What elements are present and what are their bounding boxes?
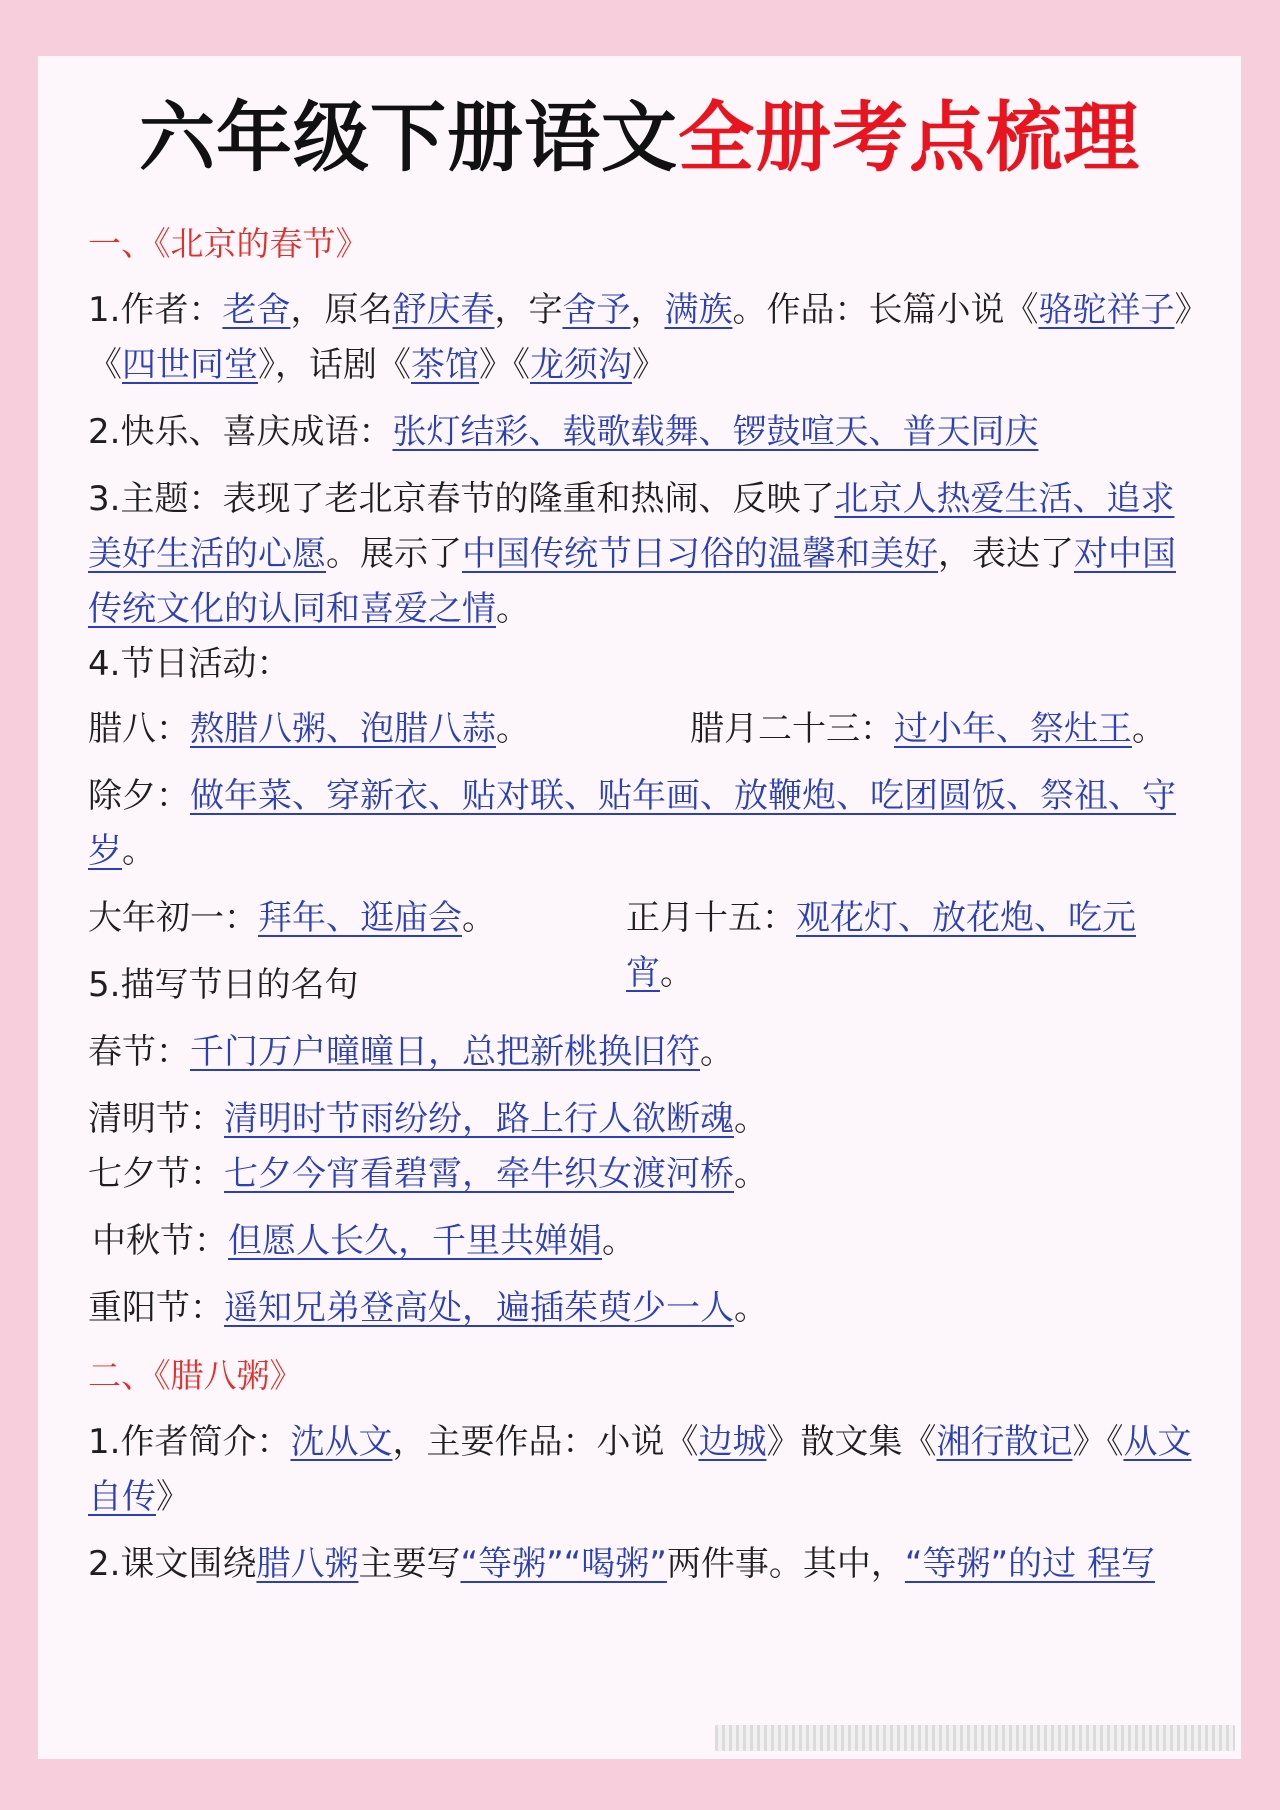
text: 3.主题：表现了老北京春节的隆重和热闹、反映了	[88, 479, 835, 519]
text: 。	[734, 1288, 768, 1328]
page-title	[38, 93, 1241, 182]
answer: “等粥”“喝粥”	[460, 1544, 667, 1584]
answer: 从文自传	[88, 1422, 1192, 1517]
text: 七夕节：	[88, 1154, 224, 1194]
text: ，原名	[290, 290, 393, 330]
answer: 七夕今宵看碧霄，牵牛织女渡河桥	[224, 1154, 734, 1194]
text: 腊八：	[88, 709, 190, 749]
answer: 对中国传统文化的认同和喜爱之情	[88, 534, 1176, 629]
answer: 四世同堂	[122, 345, 258, 385]
paragraph-author	[88, 283, 1201, 393]
paragraph-quotes-heading: 5.描写节日的名句	[88, 965, 359, 1005]
answer: 但愿人长久，千里共婵娟	[228, 1221, 602, 1261]
text: ，字	[494, 290, 563, 330]
answer: 北京人热爱生活、追求美好生活的心愿	[88, 479, 1175, 574]
text: 。	[602, 1221, 636, 1261]
text: 。	[660, 953, 694, 993]
text: 》，话剧《	[258, 345, 411, 385]
text: 。作品：长篇小说《	[732, 290, 1039, 330]
quote-qingming	[88, 1092, 1201, 1147]
text: 》散文集《	[766, 1422, 937, 1462]
answer: 湘行散记	[936, 1422, 1073, 1462]
answer: 边城	[698, 1422, 767, 1462]
text: ，表达了	[938, 534, 1074, 574]
answer: 茶馆	[411, 345, 479, 385]
text: 。	[734, 1154, 768, 1194]
text: 。	[496, 589, 530, 629]
text: 。展示了	[326, 534, 462, 574]
answer: 熬腊八粥、泡腊八蒜	[190, 709, 496, 749]
paragraph-structure	[88, 1537, 1201, 1592]
section-heading-2: 二、《腊八粥》	[88, 1356, 303, 1395]
title-red: 全册考点梳理	[678, 93, 1140, 182]
answer: “等粥”的过 程写	[904, 1544, 1155, 1584]
document-page	[38, 56, 1241, 1759]
answer: 沈从文	[290, 1422, 393, 1462]
text: ，	[630, 290, 665, 330]
text: 两件事。其中，	[666, 1544, 905, 1584]
text: 中秋节：	[92, 1221, 228, 1261]
answer: 满族	[664, 290, 733, 330]
answer: 中国传统节日习俗的温馨和美好	[462, 534, 938, 574]
text: 大年初一：	[88, 898, 258, 938]
row-laba	[88, 702, 1201, 757]
paragraph-author-2	[88, 1415, 1201, 1525]
quote-chongyang	[88, 1281, 1201, 1336]
text: 重阳节：	[88, 1288, 224, 1328]
paragraph-idioms	[88, 405, 1201, 460]
text: 。	[1132, 709, 1166, 749]
text: 1.作者简介：	[88, 1422, 291, 1462]
quote-qixi	[88, 1147, 1201, 1202]
text: ，主要作品：小说《	[392, 1422, 699, 1462]
answer: 清明时节雨纷纷，路上行人欲断魂	[224, 1099, 734, 1139]
text: 。	[462, 898, 496, 938]
paragraph-activities-heading: 4.节日活动：	[88, 644, 291, 684]
answer: 张灯结彩、载歌载舞、锣鼓喧天、普天同庆	[392, 412, 1039, 452]
text: 清明节：	[88, 1099, 224, 1139]
text: 。	[122, 831, 156, 871]
text: 除夕：	[88, 776, 190, 816]
answer: 拜年、逛庙会	[258, 898, 462, 938]
answer: 遥知兄弟登高处，遍插茱萸少一人	[224, 1288, 734, 1328]
text: 1.作者：	[88, 290, 223, 330]
answer: 观花灯、放花炮、吃元宵	[626, 898, 1136, 993]
text: 》《	[479, 345, 530, 385]
answer: 做年菜、穿新衣、贴对联、贴年画、放鞭炮、吃团圆饭、祭祖、守岁	[88, 776, 1176, 871]
answer: 腊八粥	[256, 1544, 359, 1584]
answer: 骆驼祥子	[1038, 290, 1175, 330]
content	[88, 216, 1201, 1592]
col-la23	[690, 702, 1166, 757]
row-chuxi	[88, 769, 1201, 879]
text: 2.快乐、喜庆成语：	[88, 412, 393, 452]
text: 正月十五：	[626, 898, 796, 938]
text: 2.课文围绕	[88, 1544, 257, 1584]
text: 》《	[1072, 1422, 1124, 1462]
text: 腊月二十三：	[690, 709, 894, 749]
title-black: 六年级下册语文	[139, 93, 678, 182]
quote-chunjie	[88, 1025, 1201, 1080]
text: 主要写	[358, 1544, 461, 1584]
scroll-handle[interactable]	[715, 1725, 1235, 1751]
text: 。	[700, 1032, 734, 1072]
paragraph-theme	[88, 472, 1201, 637]
text: 》	[156, 1477, 190, 1517]
text: 春节：	[88, 1032, 190, 1072]
answer: 龙须沟	[530, 345, 632, 385]
answer: 老舍	[222, 290, 291, 330]
text: 。	[496, 709, 530, 749]
section-heading-1: 一、《北京的春节》	[88, 224, 369, 263]
answer: 舍予	[562, 290, 631, 330]
text: 。	[734, 1099, 768, 1139]
text: 》《	[88, 290, 1192, 385]
answer: 舒庆春	[392, 290, 495, 330]
text: 》	[632, 345, 666, 385]
col-zy15	[626, 891, 1201, 1001]
answer: 过小年、祭灶王	[894, 709, 1132, 749]
answer: 千门万户曈曈日，总把新桃换旧符	[190, 1032, 700, 1072]
quote-zhongqiu	[88, 1214, 1201, 1269]
